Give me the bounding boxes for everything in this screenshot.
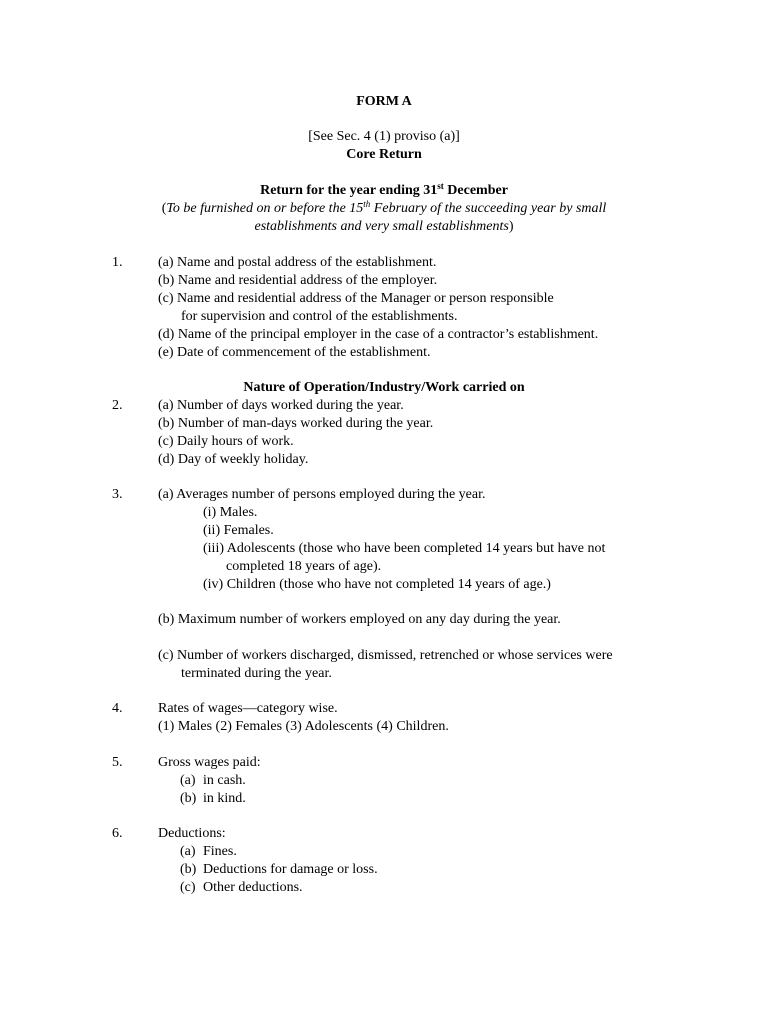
note-open-paren: ( [161,201,167,216]
item-4-line-2: (1) Males (2) Females (3) Adolescents (4) Children. [158,719,449,734]
note-close-paren: ) [508,219,514,234]
return-title-month: December [443,183,508,198]
item-1-line-a: (a) Name and postal address of the establishment. [158,255,437,270]
item-3-line-c: (c) Number of workers discharged, dismissed, retrenched or whose services were [158,648,613,663]
form-subtitle: Core Return [346,147,422,162]
item-1-line-d: (d) Name of the principal employer in the case of a contractor’s establishment. [158,327,599,342]
item-6-sub-b [180,861,378,879]
item-3-number: 3. [112,487,123,502]
item-3-line-a: (a) Averages number of persons employed during the year. [158,487,486,502]
item-1-line-c: (c) Name and residential address of the Manager or person responsible [158,291,554,306]
item-3-line-b: (b) Maximum number of workers employed on any day during the year. [158,612,561,627]
item-1-line-b: (b) Name and residential address of the employer. [158,273,438,288]
item-6-sub-c-text: Other deductions. [203,880,303,895]
note-superscript: th [363,199,371,209]
item-5-heading: Gross wages paid: [158,755,261,770]
furnish-note-line-1 [0,200,768,218]
item-4-line-1: Rates of wages—category wise. [158,701,338,716]
item-4-number: 4. [112,701,123,716]
item-5-number: 5. [112,755,123,770]
item-2-line-d: (d) Day of weekly holiday. [158,452,309,467]
item-5-sub-a-text: in cash. [203,773,246,788]
item-5-sub-b-label: (b) [180,791,197,806]
section-reference: [See Sec. 4 (1) proviso (a)] [308,129,460,144]
item-2-line-c: (c) Daily hours of work. [158,434,294,449]
item-3-sub-iv: (iv) Children (those who have not completed 14 years of age.) [203,577,551,592]
item-2-line-a: (a) Number of days worked during the year. [158,398,404,413]
item-6-sub-c [180,879,303,897]
item-5-sub-a-label: (a) [180,773,196,788]
item-2-number: 2. [112,398,123,413]
item-3-sub-i: (i) Males. [203,505,258,520]
item-6-number: 6. [112,826,123,841]
item-6-heading: Deductions: [158,826,226,841]
item-1-number: 1. [112,255,123,270]
item-5-sub-b [180,790,246,808]
furnish-note-line-2 [0,218,768,236]
item-6-sub-a [180,843,237,861]
item-6-sub-a-label: (a) [180,844,196,859]
item-2-line-b: (b) Number of man-days worked during the year. [158,416,434,431]
item-6-sub-a-text: Fines. [203,844,237,859]
note-text: To be furnished on or before the 15 [166,201,364,216]
item-6-sub-c-label: (c) [180,880,196,895]
note-text-cont: February of the succeeding year by small [370,201,607,216]
note-line-2-text: establishments and very small establishments [254,219,509,234]
item-6-sub-b-text: Deductions for damage or loss. [203,862,378,877]
item-3-line-c-cont: terminated during the year. [181,666,332,681]
item-1-line-e: (e) Date of commencement of the establishment. [158,345,431,360]
form-title: FORM A [356,94,412,109]
return-title [0,182,768,200]
item-6-sub-b-label: (b) [180,862,197,877]
item-3-sub-iii: (iii) Adolescents (those who have been completed 14 years but have not [203,541,606,556]
item-1-line-c-cont: for supervision and control of the establishments. [181,309,458,324]
item-5-sub-a [180,772,246,790]
item-5-sub-b-text: in kind. [203,791,246,806]
return-title-superscript: st [437,181,444,191]
item-3-sub-ii: (ii) Females. [203,523,274,538]
section-heading: Nature of Operation/Industry/Work carried on [243,380,525,395]
item-3-sub-iii-cont: completed 18 years of age). [226,559,382,574]
return-title-text: Return for the year ending 31 [260,183,438,198]
